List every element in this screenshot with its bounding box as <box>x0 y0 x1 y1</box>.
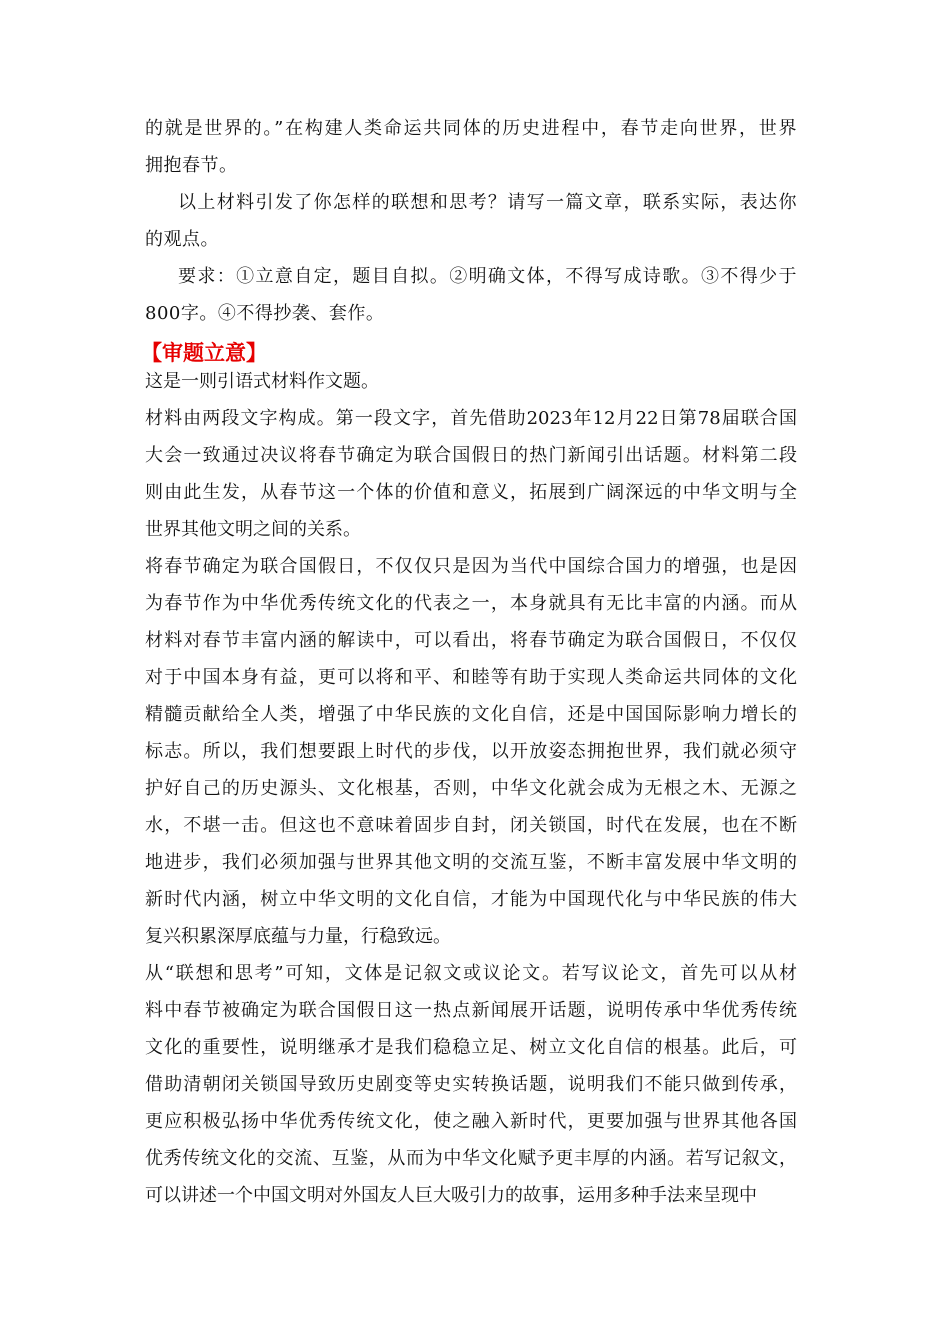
text-line: 借助清朝闭关锁国导致历史剧变等史实转换话题，说明我们不能只做到传承， <box>145 1074 797 1095</box>
essay-prompt <box>145 110 797 332</box>
text-line: 800字。④不得抄袭、套作。 <box>145 303 385 324</box>
document-page <box>141 110 797 1214</box>
paragraph <box>145 110 797 184</box>
text-line: 对于中国本身有益，更可以将和平、和睦等有助于实现人类命运共同体的文化 <box>145 667 797 688</box>
paragraph <box>145 184 797 258</box>
analysis-body <box>145 400 797 1214</box>
text-line: 将春节确定为联合国假日，不仅仅只是因为当代中国综合国力的增强，也是因 <box>145 556 797 577</box>
text-line: 复兴积累深厚底蕴与力量，行稳致远。 <box>145 926 451 947</box>
text-line: 大会一致通过决议将春节确定为联合国假日的热门新闻引出话题。材料第二段 <box>145 445 797 466</box>
text-line: 可以讲述一个中国文明对外国友人巨大吸引力的故事，运用多种手法来呈现中 <box>145 1185 757 1206</box>
text-line: 要求：①立意自定，题目自拟。②明确文体，不得写成诗歌。③不得少于 <box>178 266 797 287</box>
text-line: 更应积极弘扬中华优秀传统文化，使之融入新时代，更要加强与世界其他各国 <box>145 1111 797 1132</box>
text-line: 材料对春节丰富内涵的解读中，可以看出，将春节确定为联合国假日，不仅仅 <box>145 630 797 651</box>
text-line: 拥抱春节。 <box>145 155 238 176</box>
text-line: 从“联想和思考”可知，文体是记叙文或议论文。若写议论文，首先可以从材 <box>145 963 797 984</box>
text-line: 为春节作为中华优秀传统文化的代表之一，本身就具有无比丰富的内涵。而从 <box>145 593 797 614</box>
text-line: 料中春节被确定为联合国假日这一热点新闻展开话题，说明传承中华优秀传统 <box>145 1000 797 1021</box>
text-line: 以上材料引发了你怎样的联想和思考？请写一篇文章，联系实际，表达你 <box>178 192 797 213</box>
text-line: 标志。所以，我们想要跟上时代的步伐，以开放姿态拥抱世界，我们就必须守 <box>145 741 797 762</box>
text-line: 护好自己的历史源头、文化根基，否则，中华文化就会成为无根之木、无源之 <box>145 778 797 799</box>
paragraph <box>145 400 797 548</box>
text-line: 文化的重要性，说明继承才是我们稳稳立足、树立文化自信的根基。此后，可 <box>145 1037 797 1058</box>
paragraph <box>145 258 797 332</box>
text-line: 新时代内涵，树立中华文明的文化自信，才能为中国现代化与中华民族的伟大 <box>145 889 797 910</box>
text-line: 地进步，我们必须加强与世界其他文明的交流互鉴，不断丰富发展中华文明的 <box>145 852 797 873</box>
text-line: 则由此生发，从春节这一个体的价值和意义，拓展到广阔深远的中华文明与全 <box>145 482 797 503</box>
intro-line: 这是一则引语式材料作文题。 <box>145 371 379 392</box>
paragraph <box>145 548 797 955</box>
text-line: 的就是世界的。”在构建人类命运共同体的历史进程中，春节走向世界，世界 <box>145 118 797 139</box>
text-line: 世界其他文明之间的关系。 <box>145 519 361 540</box>
text-line: 的观点。 <box>145 229 219 250</box>
text-line: 精髓贡献给全人类，增强了中华民族的文化自信，还是中国国际影响力增长的 <box>145 704 797 725</box>
section-heading: 【审题立意】 <box>141 341 267 365</box>
text-line: 水，不堪一击。但这也不意味着固步自封，闭关锁国，时代在发展，也在不断 <box>145 815 797 836</box>
text-line: 材料由两段文字构成。第一段文字，首先借助2023年12月22日第78届联合国 <box>145 408 797 429</box>
text-line: 优秀传统文化的交流、互鉴，从而为中华文化赋予更丰厚的内涵。若写记叙文， <box>145 1148 797 1169</box>
paragraph <box>145 955 797 1214</box>
